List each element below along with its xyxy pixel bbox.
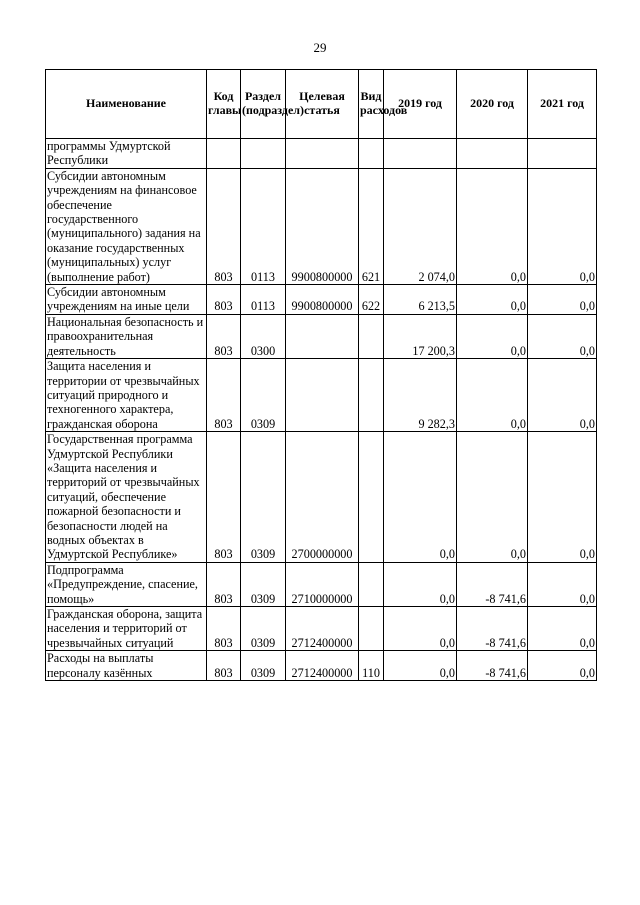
cell-celevaya — [286, 139, 359, 169]
cell-vid — [359, 607, 384, 651]
cell-razdel: 0309 — [241, 562, 286, 606]
cell-2020: 0,0 — [457, 359, 528, 432]
cell-2019: 9 282,3 — [384, 359, 457, 432]
cell-celevaya: 2700000000 — [286, 432, 359, 563]
cell-celevaya — [286, 314, 359, 358]
cell-name: Субсидии автономным учреждениям на финансовое обеспечение государственного (муниципального) задания на оказание государственных (муниципальных) услуг (выполнение работ) — [46, 168, 207, 284]
table-row — [46, 168, 597, 284]
budget-table — [45, 69, 597, 681]
cell-kod: 803 — [207, 168, 241, 284]
cell-razdel: 0300 — [241, 314, 286, 358]
cell-kod — [207, 139, 241, 169]
cell-razdel: 0113 — [241, 168, 286, 284]
cell-razdel: 0113 — [241, 285, 286, 315]
table-row — [46, 285, 597, 315]
cell-2019: 6 213,5 — [384, 285, 457, 315]
header-razdel: Раздел (подраздел) — [241, 70, 286, 139]
header-kod: Код главы — [207, 70, 241, 139]
cell-2020: -8 741,6 — [457, 607, 528, 651]
cell-2019: 2 074,0 — [384, 168, 457, 284]
table-row — [46, 432, 597, 563]
cell-celevaya — [286, 359, 359, 432]
table-body — [46, 139, 597, 681]
cell-name: программы Удмуртской Республики — [46, 139, 207, 169]
cell-2019: 0,0 — [384, 562, 457, 606]
table-row — [46, 139, 597, 169]
cell-razdel: 0309 — [241, 607, 286, 651]
header-2021: 2021 год — [528, 70, 597, 139]
page-number: 29 — [313, 40, 327, 55]
cell-vid: 110 — [359, 651, 384, 681]
cell-celevaya: 2712400000 — [286, 651, 359, 681]
cell-2020: 0,0 — [457, 432, 528, 563]
cell-2021 — [528, 139, 597, 169]
cell-kod: 803 — [207, 651, 241, 681]
table-row — [46, 359, 597, 432]
cell-name: Субсидии автономным учреждениям на иные цели — [46, 285, 207, 315]
cell-2021: 0,0 — [528, 359, 597, 432]
cell-vid — [359, 432, 384, 563]
cell-vid — [359, 314, 384, 358]
cell-name: Государственная программа Удмуртской Республики «Защита населения и территорий от чрезвычайных ситуаций, обеспечение пожарной безопасности и безопасности людей на водных объектах в Удмуртской Республике» — [46, 432, 207, 563]
cell-celevaya: 9900800000 — [286, 168, 359, 284]
cell-2019: 17 200,3 — [384, 314, 457, 358]
header-2019: 2019 год — [384, 70, 457, 139]
cell-2020 — [457, 139, 528, 169]
table-row — [46, 651, 597, 681]
cell-vid: 622 — [359, 285, 384, 315]
cell-2020: -8 741,6 — [457, 651, 528, 681]
table-header — [46, 70, 597, 139]
cell-celevaya: 2710000000 — [286, 562, 359, 606]
cell-2021: 0,0 — [528, 432, 597, 563]
cell-celevaya: 9900800000 — [286, 285, 359, 315]
cell-2019: 0,0 — [384, 607, 457, 651]
cell-razdel: 0309 — [241, 651, 286, 681]
cell-razdel: 0309 — [241, 432, 286, 563]
cell-vid — [359, 359, 384, 432]
cell-2020: 0,0 — [457, 285, 528, 315]
table-row — [46, 314, 597, 358]
table-row — [46, 607, 597, 651]
cell-kod: 803 — [207, 359, 241, 432]
cell-2021: 0,0 — [528, 651, 597, 681]
cell-2021: 0,0 — [528, 562, 597, 606]
cell-razdel: 0309 — [241, 359, 286, 432]
cell-2019: 0,0 — [384, 432, 457, 563]
cell-kod: 803 — [207, 562, 241, 606]
cell-2021: 0,0 — [528, 168, 597, 284]
cell-vid: 621 — [359, 168, 384, 284]
cell-name: Расходы на выплаты персоналу казённых — [46, 651, 207, 681]
cell-2021: 0,0 — [528, 607, 597, 651]
header-name: Наименование — [46, 70, 207, 139]
cell-vid — [359, 139, 384, 169]
header-vid: Вид расходов — [359, 70, 384, 139]
cell-name: Национальная безопасность и правоохранительная деятельность — [46, 314, 207, 358]
cell-2019 — [384, 139, 457, 169]
cell-name: Подпрограмма «Предупреждение, спасение, помощь» — [46, 562, 207, 606]
cell-kod: 803 — [207, 314, 241, 358]
cell-2020: -8 741,6 — [457, 562, 528, 606]
cell-kod: 803 — [207, 432, 241, 563]
cell-celevaya: 2712400000 — [286, 607, 359, 651]
cell-razdel — [241, 139, 286, 169]
cell-name: Защита населения и территории от чрезвычайных ситуаций природного и техногенного характера, гражданская оборона — [46, 359, 207, 432]
header-2020: 2020 год — [457, 70, 528, 139]
cell-2021: 0,0 — [528, 285, 597, 315]
cell-kod: 803 — [207, 607, 241, 651]
cell-2020: 0,0 — [457, 168, 528, 284]
cell-2021: 0,0 — [528, 314, 597, 358]
table-row — [46, 562, 597, 606]
cell-name: Гражданская оборона, защита населения и территорий от чрезвычайных ситуаций — [46, 607, 207, 651]
cell-vid — [359, 562, 384, 606]
header-celevaya: Целевая статья — [286, 70, 359, 139]
cell-2020: 0,0 — [457, 314, 528, 358]
cell-2019: 0,0 — [384, 651, 457, 681]
cell-kod: 803 — [207, 285, 241, 315]
